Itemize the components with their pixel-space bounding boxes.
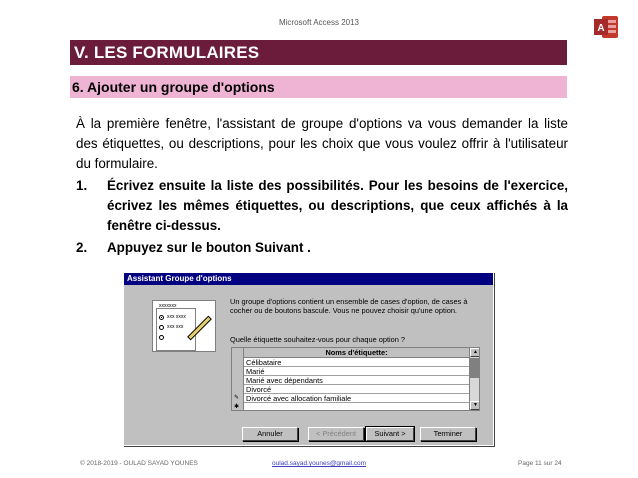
- scroll-down-icon[interactable]: ▼: [470, 401, 480, 410]
- grid-header: Noms d'étiquette:: [244, 348, 469, 358]
- finish-button[interactable]: Terminer: [420, 427, 476, 441]
- dialog-intro-text: Un groupe d'options contient un ensemble de cases d'option, de cases à cocher ou de boutons bascule. Vous ne pouvez choisir qu'une option.: [230, 297, 468, 315]
- footer-email-link[interactable]: oulad.sayad.younes@gmail.com: [272, 460, 367, 467]
- cancel-button[interactable]: Annuler: [242, 427, 298, 441]
- step-text: Appuyez sur le bouton Suivant .: [107, 240, 311, 255]
- step-number: 2.: [76, 240, 88, 255]
- scroll-up-icon[interactable]: ▲: [470, 348, 480, 357]
- illustration-label: xxx xxxx: [167, 314, 186, 320]
- step-item: [76, 176, 568, 236]
- grid-row[interactable]: [244, 403, 469, 411]
- dialog-title: Assistant Groupe d'options: [124, 273, 493, 285]
- step-number: 1.: [76, 178, 88, 193]
- grid-scrollbar[interactable]: [469, 348, 480, 410]
- illustration-label: xxx xxx: [167, 324, 184, 330]
- dialog-question: Quelle étiquette souhaitez-vous pour chaque option ?: [230, 335, 406, 344]
- footer-copyright: © 2018-2019 - OULAD SAYAD YOUNES: [80, 460, 198, 467]
- grid-row[interactable]: Marié avec dépendants: [244, 376, 469, 385]
- access-logo-icon: [593, 13, 619, 41]
- grid-row[interactable]: Divorcé: [244, 385, 469, 394]
- subsection-title: 6. Ajouter un groupe d'options: [70, 76, 567, 98]
- option-group-wizard-dialog: [123, 272, 494, 446]
- document-header-title: Microsoft Access 2013: [278, 18, 360, 27]
- radio-icon: [159, 315, 164, 320]
- label-names-grid[interactable]: [231, 347, 480, 411]
- section-title: V. LES FORMULAIRES: [70, 40, 567, 65]
- new-row-icon: ✱: [234, 404, 240, 410]
- edit-pencil-icon: ✎: [234, 395, 240, 401]
- intro-paragraph: À la première fenêtre, l'assistant de groupe d'options va vous demander la liste des étiquettes, ou descriptions, pour les choix que vous voulez offrir à l'utilisateur du formulaire.: [76, 116, 568, 171]
- illustration-label: xxxxxxx: [159, 303, 177, 309]
- footer-page-number: Page 11 sur 24: [518, 460, 562, 467]
- svg-text:A: A: [597, 23, 605, 34]
- scroll-thumb[interactable]: [470, 358, 480, 378]
- radio-icon: [159, 335, 164, 340]
- option-group-illustration: [152, 300, 216, 352]
- grid-row[interactable]: Divorcé avec allocation familiale: [244, 394, 469, 403]
- previous-button[interactable]: < Précédent: [308, 427, 364, 441]
- step-item: [76, 238, 568, 258]
- radio-icon: [159, 325, 164, 330]
- grid-row[interactable]: Marié: [244, 367, 469, 376]
- grid-row[interactable]: Célibataire: [244, 358, 469, 367]
- next-button[interactable]: Suivant >: [366, 427, 414, 441]
- step-text: Écrivez ensuite la liste des possibilités. Pour les besoins de l'exercice, écrivez les mêmes étiquettes, ou descriptions, que ceux affichés à la fenêtre ci-dessus.: [107, 178, 568, 233]
